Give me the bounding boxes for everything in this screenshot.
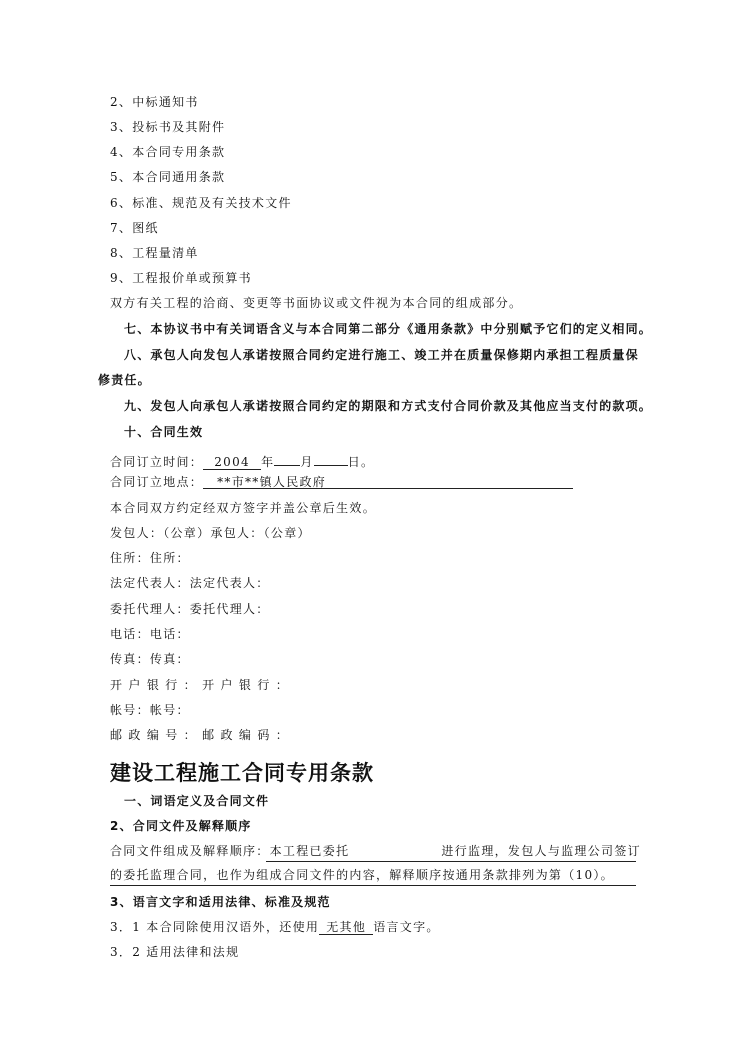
list-item: 3、投标书及其附件 <box>110 120 226 134</box>
party-row: 法定代表人：法定代表人： <box>110 576 270 590</box>
clause-3-1 <box>110 919 440 935</box>
order-label: 合同文件组成及解释顺序： <box>110 844 270 858</box>
order-underline-1 <box>266 861 636 862</box>
clause-10: 十、合同生效 <box>124 425 204 439</box>
clause-8-line-2: 修责任。 <box>98 373 151 387</box>
party-row: 开 户 银 行 ： 开 户 银 行 ： <box>110 678 290 692</box>
order-line-1 <box>110 843 641 859</box>
documents-paragraph: 双方有关工程的洽商、变更等书面协议或文件视为本合同的组成部分。 <box>110 296 523 310</box>
effect-statement: 本合同双方约定经双方签字并盖公章后生效。 <box>110 501 377 515</box>
clause-3-1-text-b: 语言文字。 <box>373 920 440 934</box>
party-row: 发包人：（公章）承包人：（公章） <box>110 526 311 540</box>
party-row: 传真：传真： <box>110 652 190 666</box>
clause-3-2: 3．2 适用法律和法规 <box>110 945 240 959</box>
order-text-a: 本工程已委托 <box>269 844 350 858</box>
list-item: 5、本合同通用条款 <box>110 170 226 184</box>
section-2: 2、合同文件及解释顺序 <box>110 819 252 833</box>
list-item: 8、工程量清单 <box>110 246 199 260</box>
party-row: 电话：电话： <box>110 627 190 641</box>
day-unit: 日。 <box>347 455 375 469</box>
day-field <box>314 450 348 466</box>
clause-8-line-1: 八、承包人向发包人承诺按照合同约定进行施工、竣工并在质量保修期内承担工程质量保 <box>124 348 639 362</box>
party-row: 帐号：帐号： <box>110 703 190 717</box>
sign-place <box>110 474 573 490</box>
list-item: 6、标准、规范及有关技术文件 <box>110 196 292 210</box>
year-field: 2004 <box>203 454 261 470</box>
clause-3-1-text-a: 3．1 本合同除使用汉语外，还使用 <box>110 920 320 934</box>
month-unit: 月 <box>300 455 314 469</box>
clause-9: 九、发包人向承包人承诺按照合同约定的期限和方式支付合同价款及其他应当支付的款项。 <box>124 399 653 413</box>
list-item: 4、本合同专用条款 <box>110 145 226 159</box>
year-unit: 年 <box>261 455 275 469</box>
list-item: 7、图纸 <box>110 221 159 235</box>
other-language-field: 无其他 <box>319 919 373 935</box>
order-text-b: 进行监理，发包人与监理公司签订 <box>441 844 641 858</box>
sign-place-value: **市**镇人民政府 <box>203 474 573 489</box>
clause-7: 七、本协议书中有关词语含义与本合同第二部分《通用条款》中分别赋予它们的定义相同。 <box>124 322 653 336</box>
page-title: 建设工程施工合同专用条款 <box>110 761 374 785</box>
party-row: 委托代理人：委托代理人： <box>110 602 270 616</box>
order-underline-2 <box>110 885 636 886</box>
order-line-2: 的委托监理合同，也作为组成合同文件的内容，解释顺序按通用条款排列为第（10）。 <box>110 868 614 882</box>
sign-time-label: 合同订立时间： <box>110 455 204 469</box>
section-3: 3、语言文字和适用法律、标准及规范 <box>110 895 331 909</box>
sign-time <box>110 450 374 470</box>
party-row: 住所：住所： <box>110 551 190 565</box>
section-1: 一、词语定义及合同文件 <box>124 794 270 808</box>
month-field <box>274 450 300 466</box>
list-item: 2、中标通知书 <box>110 95 199 109</box>
party-row: 邮 政 编 号 ： 邮 政 编 码 ： <box>110 728 290 742</box>
list-item: 9、工程报价单或预算书 <box>110 271 252 285</box>
sign-place-label: 合同订立地点： <box>110 475 204 489</box>
